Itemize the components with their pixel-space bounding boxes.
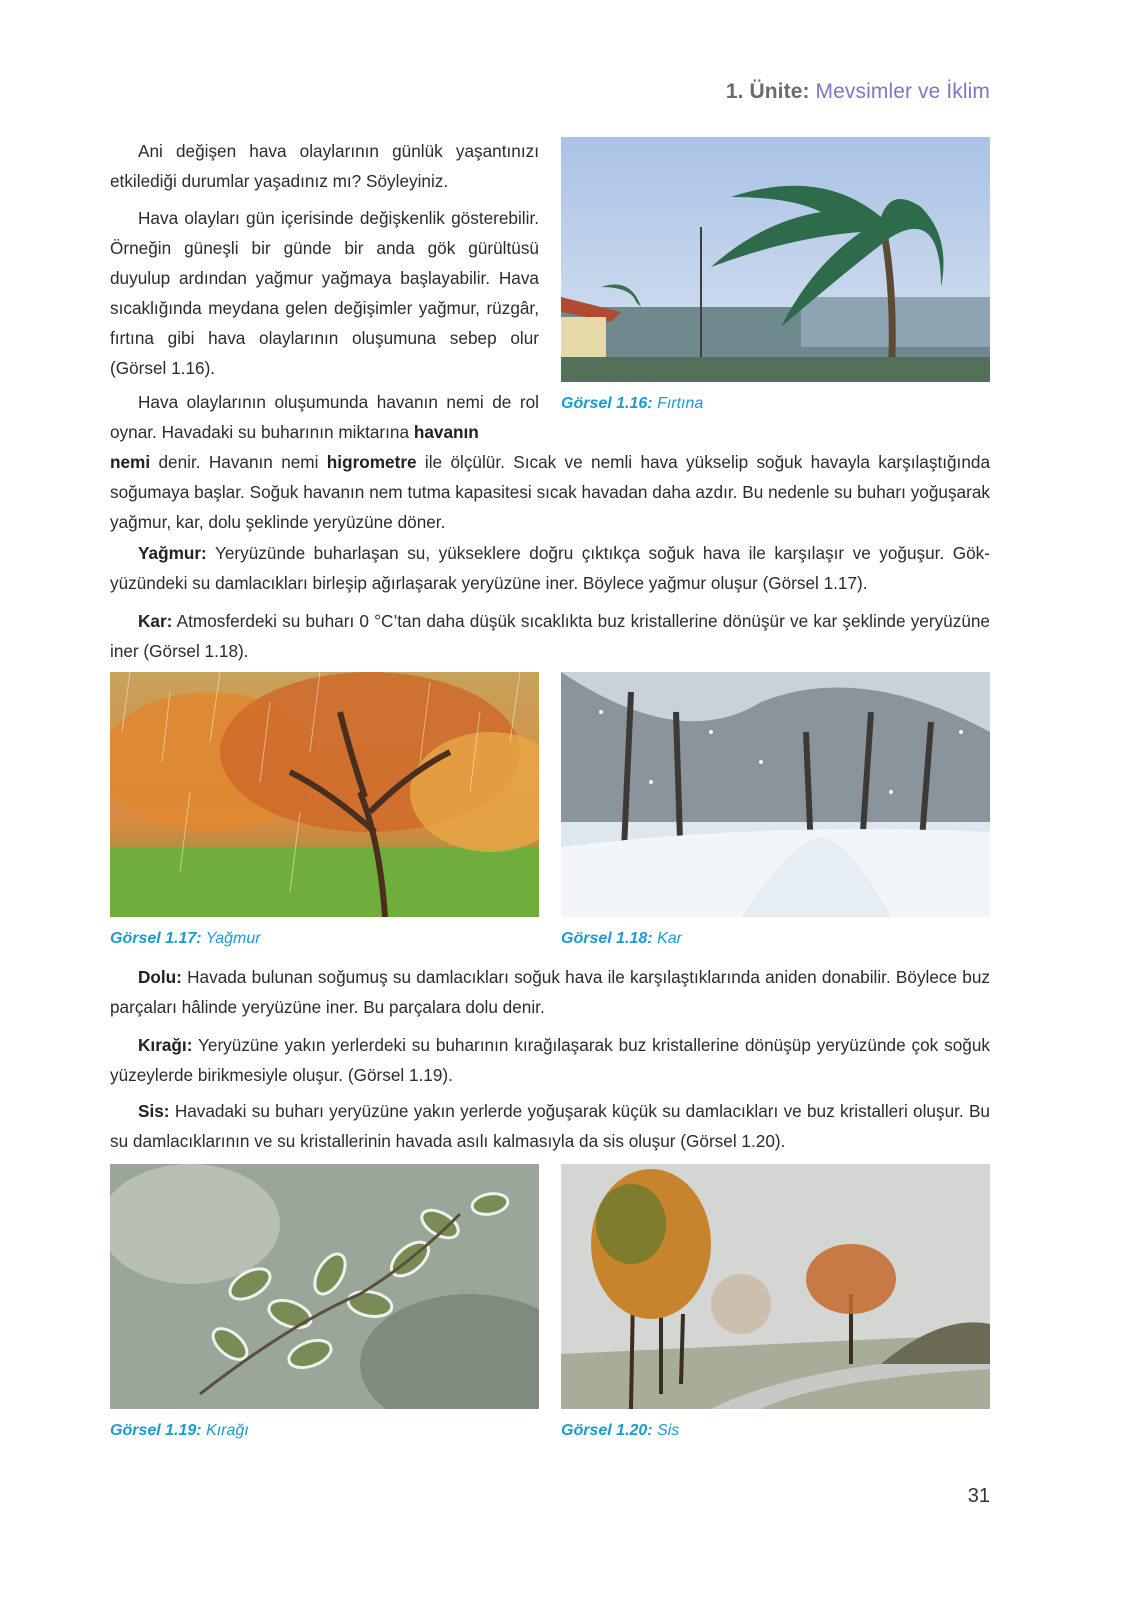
figure-caption-snow (561, 930, 682, 948)
frost-term: Kırağı: (138, 1035, 193, 1055)
figure-caption-frost (110, 1422, 249, 1440)
humidity-paragraph-end (110, 447, 990, 537)
figure-title: Fırtına (657, 395, 704, 412)
humidity-text-c: ile ölçülür. Sıcak ve nemli hava yükselip soğuk havayla karşılaştığında soğumaya başlar. Soğuk havanın nem tutma kapasitesi sıcak havadan daha azdır. Bu nedenle su buharı yoğuşarak yağmur, kar, dolu şeklinde yeryüzüne döner. (110, 452, 991, 532)
figure-title: Yağmur (205, 930, 261, 947)
frost-text: Yeryüzüne yakın yerlerdeki su buharının kırağılaşarak buz kristallerine dönüşüp yeryüzünde çok soğuk yüzeylerde birikmesiyle oluşur. (Görsel 1.19). (110, 1035, 990, 1085)
frost-paragraph (110, 1030, 990, 1090)
humidity-text-b: denir. Havanın nemi (158, 452, 319, 472)
intro-paragraph: Hava olayları gün içerisinde değişkenlik gösterebilir. Örneğin güneşli bir günde bir anda gök gürültüsü duyulup ardından yağmur yağmaya başlayabilir. Hava sıcaklığında meydana gelen değişimler yağmur, rüzgâr, fırtına gibi hava olaylarının oluşumuna sebep olur (Görsel 1.16). (110, 208, 539, 378)
humidity-text-a: Hava olaylarının oluşumunda havanın nemi de rol oynar. Havadaki su buharının miktarına (110, 392, 539, 442)
fog-text: Havadaki su buharı yeryüzüne yakın yerlerde yoğuşarak küçük su damlacıkları ve buz kristalleri oluşur. Bu su damlacıklarının ve su kristallerinin havada asılı kalmasıyla da sis oluşur (Görsel 1.20). (110, 1101, 990, 1151)
figure-label: Görsel 1.17: (110, 930, 202, 947)
hygrometer-term: higrometre (326, 452, 417, 472)
figure-label: Görsel 1.20: (561, 1422, 653, 1439)
figure-title: Sis (657, 1422, 680, 1439)
hail-text: Havada bulunan soğumuş su damlacıkları soğuk hava ile karşılaştıklarında aniden donabilir. Böylece buz parçaları hâlinde yeryüzüne iner. Bu parçalara dolu denir. (110, 967, 990, 1017)
rain-text: Yeryüzünde buharlaşan su, yükseklere doğru çıktıkça soğuk hava ile karşılaşır ve yoğuşur. Gökyüzündeki su damlacıkları birleşip ağırlaşarak yeryüzüne iner. Böylece yağmur oluşur (Görsel 1.17). (110, 543, 990, 593)
hail-paragraph (110, 962, 990, 1022)
rain-photo (110, 672, 539, 917)
rain-term: Yağmur: (138, 543, 207, 563)
humidity-paragraph-start (110, 387, 539, 447)
humidity-term: havanın (413, 422, 479, 442)
page-number: 31 (967, 1485, 990, 1507)
unit-number: 1. Ünite: (725, 80, 810, 103)
figure-caption-storm (561, 395, 703, 413)
figure-caption-fog (561, 1422, 679, 1440)
fog-paragraph (110, 1096, 990, 1156)
storm-photo (561, 137, 990, 382)
figure-title: Kırağı (206, 1422, 249, 1439)
humidity-term-b: nemi (110, 452, 151, 472)
unit-name: Mevsimler ve İklim (815, 80, 990, 103)
rain-paragraph (110, 538, 990, 598)
fog-term: Sis: (138, 1101, 170, 1121)
figure-label: Görsel 1.18: (561, 930, 653, 947)
figure-title: Kar (657, 930, 682, 947)
page-header (726, 80, 990, 104)
figure-label: Görsel 1.19: (110, 1422, 202, 1439)
snow-photo (561, 672, 990, 917)
intro-question: Ani değişen hava olaylarının günlük yaşantınızı etkilediği durumlar yaşadınız mı? Söyleyiniz. (110, 141, 539, 191)
fog-photo (561, 1164, 990, 1409)
snow-text: Atmosferdeki su buharı 0 °C’tan daha düşük sıcaklıkta buz kristallerine dönüşür ve kar şeklinde yeryüzüne iner (Görsel 1.18). (110, 611, 990, 661)
figure-caption-rain (110, 930, 261, 948)
snow-paragraph (110, 606, 990, 666)
hail-term: Dolu: (138, 967, 182, 987)
frost-photo (110, 1164, 539, 1409)
snow-term: Kar: (138, 611, 173, 631)
figure-label: Görsel 1.16: (561, 395, 653, 412)
